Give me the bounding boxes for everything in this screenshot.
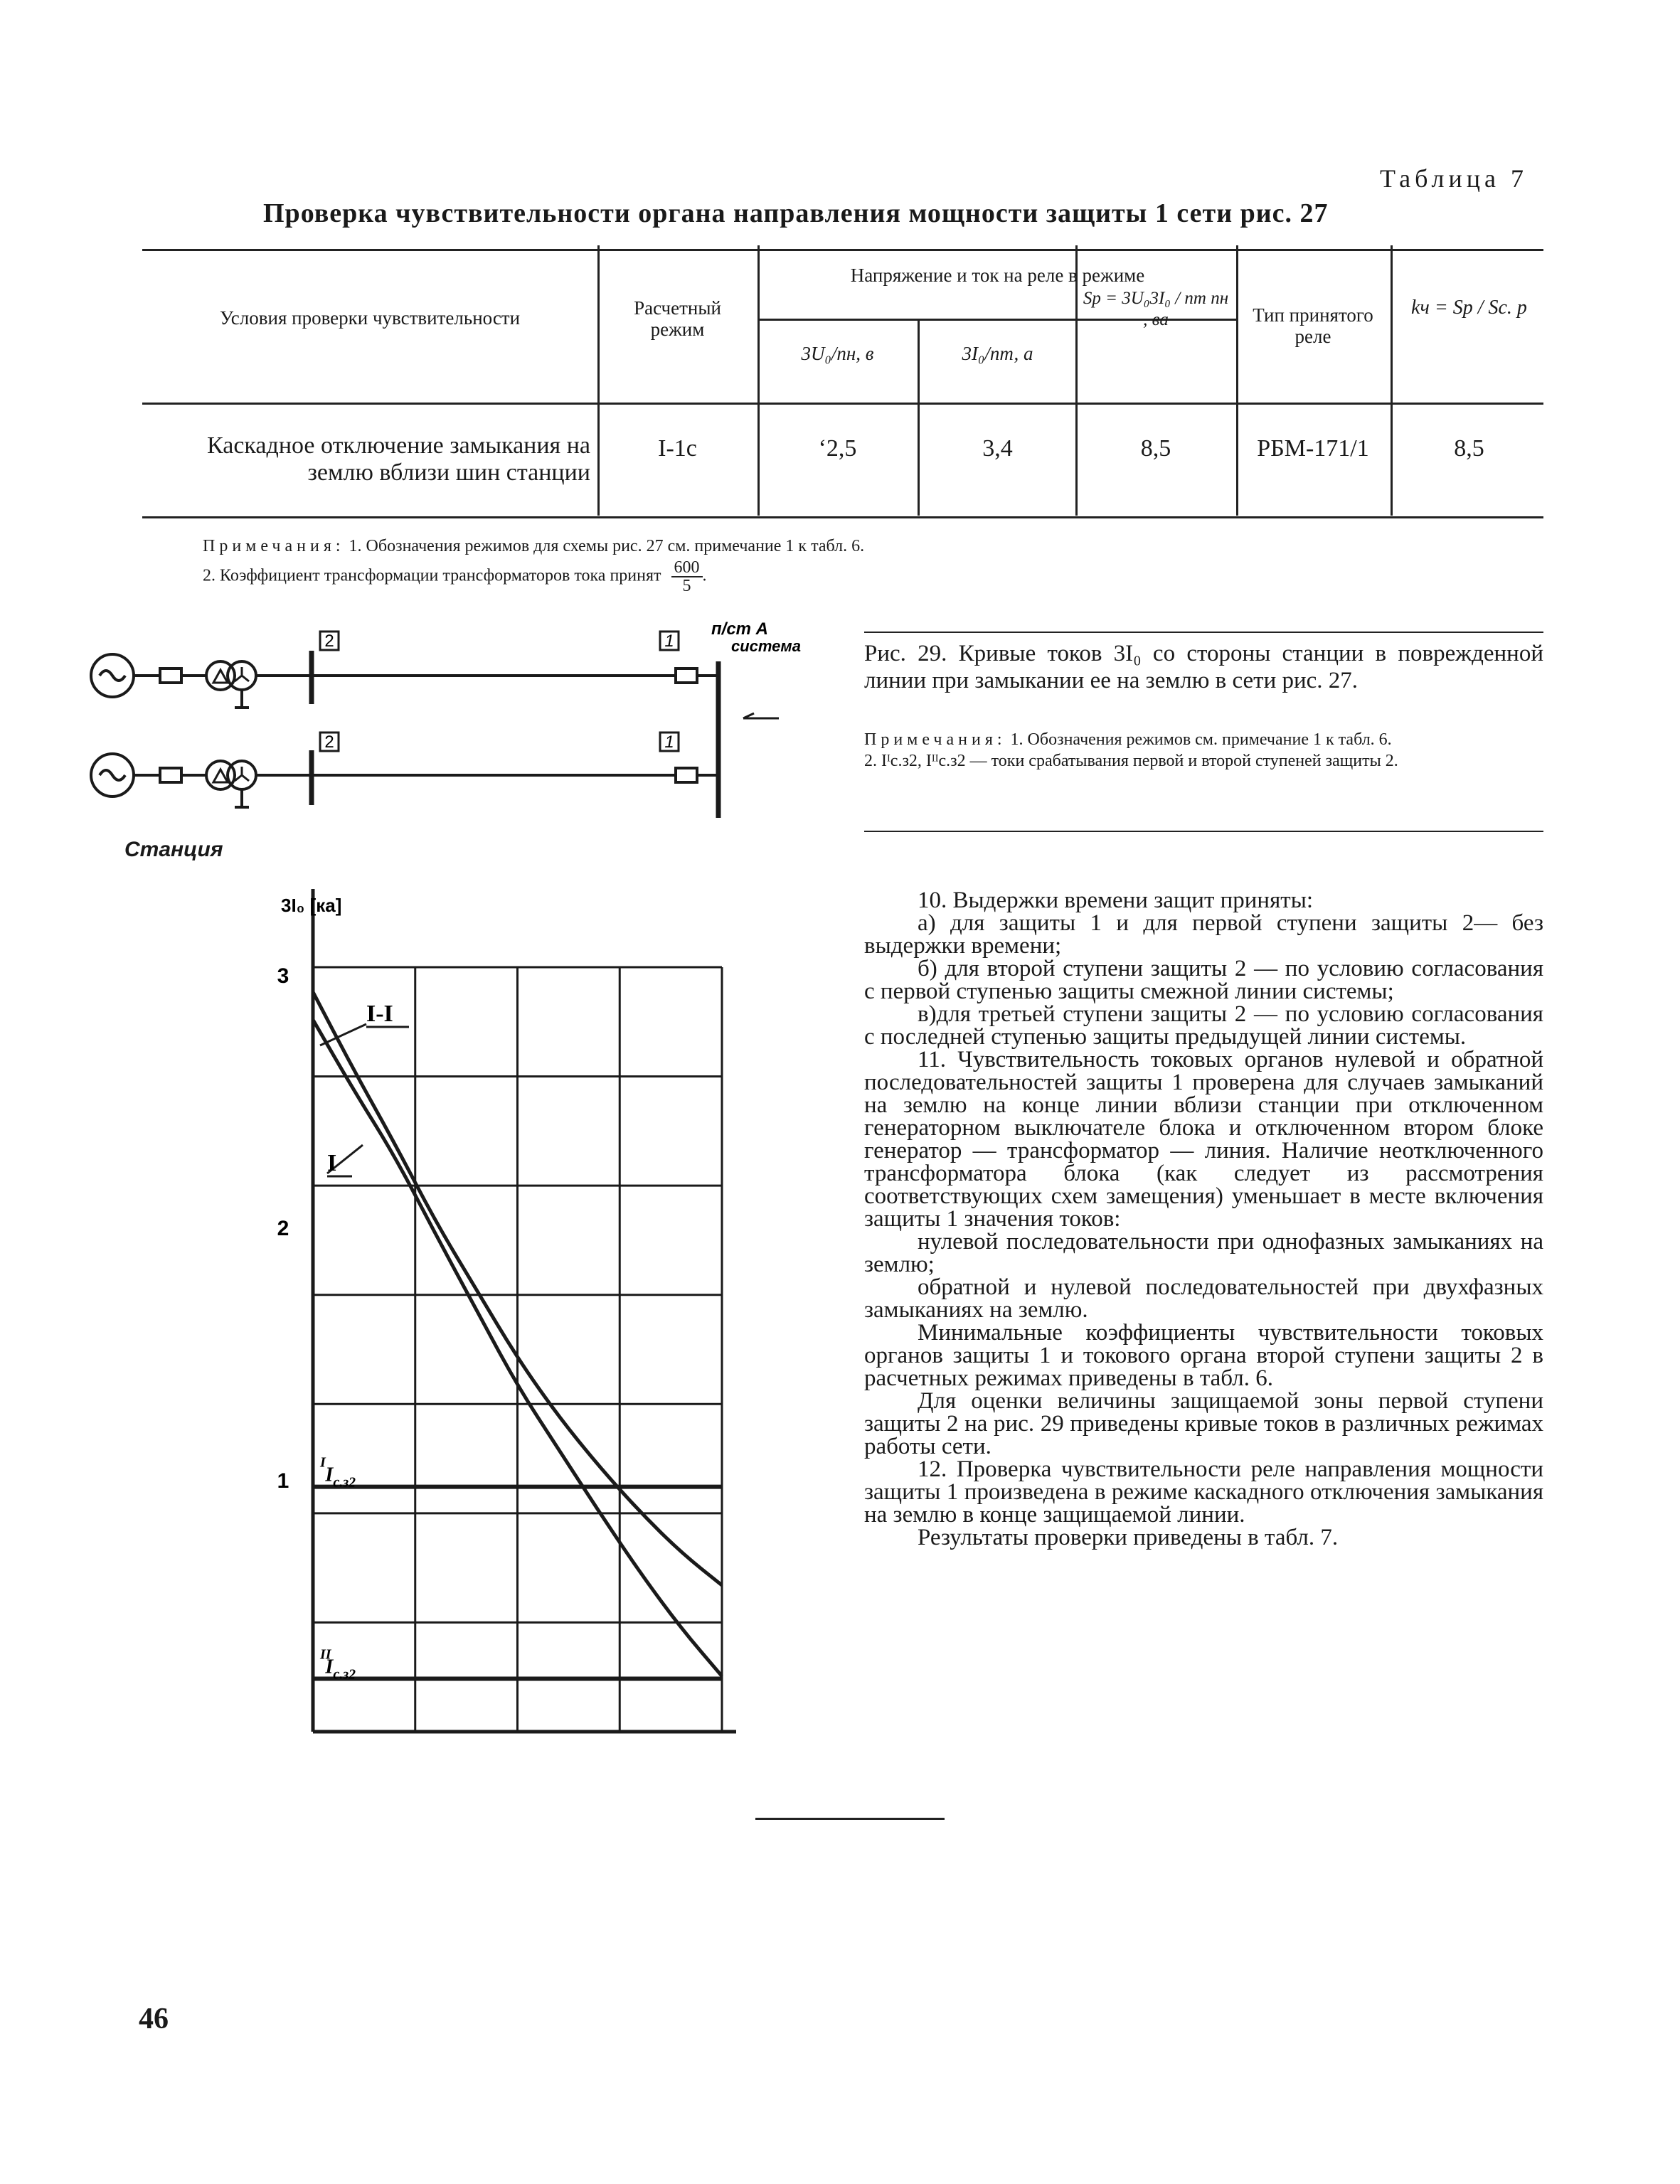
generator-1-icon	[91, 654, 134, 697]
header-mode: Расчетный режим	[634, 297, 721, 340]
figure-caption: Рис. 29. Кривые токов 3I₀ со стороны станции в поврежденной линии при замыкании ее на землю в сети рис. 27.	[864, 641, 1543, 693]
note-1: 1. Обозначения режимов для схемы рис. 27 см. примечание 1 к табл. 6.	[349, 537, 865, 555]
figure-note-2: 2. Iᴵс.з2, Iᴵᴵс.з2 — токи срабатывания первой и второй ступеней защиты 2.	[864, 752, 1398, 770]
cell-current: 3,4	[982, 435, 1013, 462]
table-col-sep	[597, 245, 600, 516]
header-kch: kч = Sр / Sс. р	[1411, 297, 1527, 319]
cell-relay-type: РБМ-171/1	[1257, 435, 1369, 462]
header-voltage: 3U₀/nн, в	[801, 343, 874, 364]
cell-sp: 8,5	[1140, 435, 1171, 462]
body-text	[864, 889, 1543, 1549]
paragraph: Минимальные коэффициенты чувствительности токовых органов защиты 1 и токового органа второй ступени защиты 2 в расчетных режимах приведены в табл. 6.	[864, 1320, 1543, 1391]
breaker-protection-1-icon	[676, 668, 697, 683]
table-rule-bottom	[142, 516, 1543, 518]
header-conditions: Условия проверки чувствительности	[219, 307, 521, 329]
bus-label-bottom: 2	[324, 733, 334, 752]
paragraph: б) для второй ступени защиты 2 — по условию согласования с первой ступенью защиты смежной линии системы;	[864, 956, 1543, 1004]
paragraph: 12. Проверка чувствительности реле направления мощности защиты 1 произведена в режиме каскадного отключения замыкания на землю в конце защищаемой линии.	[864, 1456, 1543, 1528]
system-label-1: п/ст А	[711, 619, 769, 639]
table-title: Проверка чувствительности органа направления мощности защиты 1 сети рис. 27	[263, 198, 1329, 228]
y-tick-label: 2	[277, 1217, 289, 1240]
network-schematic	[78, 619, 832, 825]
y-tick-label: 3	[277, 964, 289, 988]
cell-voltage: ʻ2,5	[818, 435, 857, 462]
breaker-protection-2-icon	[676, 768, 697, 782]
table-col-sep	[1075, 245, 1078, 516]
table-rule-header	[142, 403, 1543, 405]
generator-2-icon	[91, 754, 134, 797]
table-rule-top	[142, 249, 1543, 251]
caption-rule-top	[864, 632, 1543, 633]
transformer-1-icon	[206, 661, 256, 690]
fraction-denominator: 5	[682, 577, 691, 595]
table-col-sep	[918, 319, 920, 516]
threshold-label: $I_{с.з2}I$	[320, 1454, 356, 1491]
table-col-sep	[1391, 245, 1393, 516]
notes-label: Примечания:	[203, 537, 345, 555]
figure-note-1: 1. Обозначения режимов см. примечание 1 к табл. 6.	[1010, 730, 1392, 749]
breaker-label-top: 1	[664, 632, 674, 651]
table-label: Таблица 7	[1380, 164, 1528, 193]
paragraph: Результаты проверки приведены в табл. 7.	[918, 1525, 1339, 1550]
table-col-sep	[757, 245, 760, 516]
header-voltage-current-group: Напряжение и ток на реле в режиме	[850, 265, 1145, 286]
figure-notes	[864, 729, 1543, 772]
header-current: 3I₀/nт, а	[962, 343, 1033, 364]
page-number: 46	[139, 2003, 169, 2035]
y-tick-label: 1	[277, 1469, 289, 1493]
table-notes: Примечания: 1. Обозначения режимов для схемы рис. 27 см. примечание 1 к табл. 6. 2. Коэффициент трансформации трансформаторов тока принят $\frac{600}{5}$ .	[203, 537, 865, 595]
series-label: I-I	[366, 1001, 393, 1027]
chart-labels	[277, 895, 393, 1682]
fraction-numerator: 600	[671, 559, 703, 577]
header-sp: Sр = 3U₀3I₀ / nт nн , ва	[1083, 289, 1229, 329]
paragraph: 10. Выдержки времени защит приняты:	[918, 888, 1314, 913]
cell-kch: 8,5	[1454, 435, 1484, 462]
figure-notes-label: Примечания:	[864, 730, 1006, 749]
series-label: I	[327, 1150, 337, 1176]
system-label-2: система	[731, 637, 801, 655]
transformer-2-icon	[206, 761, 256, 789]
breaker-1-icon	[160, 668, 181, 683]
current-curves-chart	[256, 875, 768, 1739]
header-relay-type: Тип принятого реле	[1253, 304, 1373, 347]
caption-rule-bottom	[864, 831, 1543, 832]
cell-conditions: Каскадное отключение замыкания на землю вблизи шин станции	[207, 432, 590, 486]
paragraph: Для оценки величины защищаемой зоны первой ступени защиты 2 на рис. 29 приведены кривые токов в различных режимах работы сети.	[864, 1388, 1543, 1459]
threshold-label: $I_{с.з2}II$	[320, 1646, 356, 1683]
cell-mode: I-1с	[658, 435, 697, 462]
table-col-sep	[1236, 245, 1238, 516]
y-axis-label: 3I₀ [ка]	[281, 895, 342, 916]
footer-rule	[755, 1818, 945, 1820]
paragraph: в)для третьей ступени защиты 2 — по условию согласования с последней ступенью защиты предыдущей линии системы.	[864, 1001, 1543, 1050]
paragraph: нулевой последовательности при однофазных замыканиях на землю;	[864, 1229, 1543, 1277]
breaker-2-icon	[160, 768, 181, 782]
breaker-label-bottom: 1	[664, 733, 674, 752]
note-2-fraction	[671, 559, 703, 595]
paragraph: а) для защиты 1 и для первой ступени защиты 2— без выдержки времени;	[864, 910, 1543, 959]
paragraph: обратной и нулевой последовательностей при двухфазных замыканиях на землю.	[864, 1274, 1543, 1323]
paragraph: 11. Чувствительность токовых органов нулевой и обратной последовательностей защиты 1 проверена для случаев замыканий на землю на конце линии вблизи станции при отключенном генераторном выключателе блока и отключенном втором блоке генератор — трансформатор — линия. Наличие неотключенного трансформатора блока (как следует из рассмотрения соответствующих схем замещения) уменьшает в месте включения защиты 1 значения токов:	[864, 1047, 1543, 1232]
station-label: Станция	[124, 838, 223, 861]
bus-label-top: 2	[324, 632, 334, 651]
note-2: 2. Коэффициент трансформации трансформаторов тока принят	[203, 566, 661, 585]
